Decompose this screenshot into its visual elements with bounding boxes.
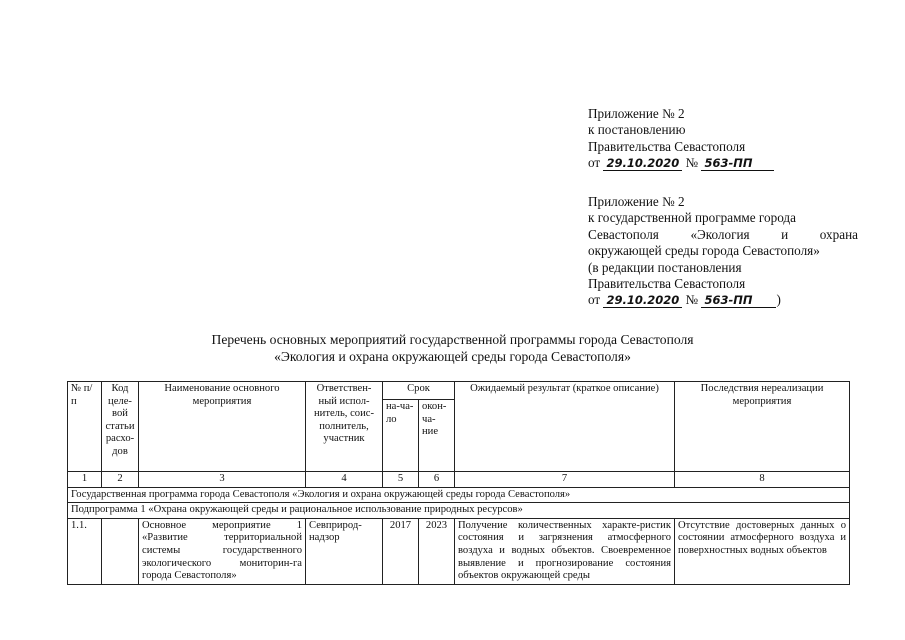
row-num: 1.1. <box>68 518 102 584</box>
appendix-decree-line3: Правительства Севастополя <box>588 138 746 154</box>
appendix-decree-line2: к постановлению <box>588 122 686 138</box>
program-title-cell: Государственная программа города Севастополя «Экология и охрана окружающей среды города Севастополя» <box>68 487 850 503</box>
header-start: на-ча-ло <box>383 400 419 472</box>
title-line2: «Экология и охрана окружающей среды города Севастополя» <box>274 349 631 364</box>
header-num: № п/п <box>68 382 102 472</box>
number-label: № <box>685 292 699 308</box>
row-result: Получение количественных характе-ристик состояния и загрязнения атмосферного воздуха и водных объектов. Своевременное выявление и прогнозирование состояния объектов окружающей среды <box>455 518 675 584</box>
header-code: Код целе-вой статьи расхо-дов <box>102 382 139 472</box>
col-number: 8 <box>675 472 850 488</box>
appendix-decree-block <box>588 106 868 172</box>
appendix-program-line4: окружающей среды города Севастополя» <box>588 243 820 259</box>
appendix-program-block <box>588 194 858 309</box>
handwritten-number: 563-ПП <box>701 294 776 308</box>
from-label: от <box>588 292 601 308</box>
row-code <box>102 518 139 584</box>
from-label: от <box>588 155 601 171</box>
header-name: Наименование основного мероприятия <box>139 382 306 472</box>
appendix-program-date-line <box>588 292 858 308</box>
header-term: Срок <box>383 382 455 400</box>
col-number: 3 <box>139 472 306 488</box>
table-header-row <box>68 382 850 400</box>
row-responsible: Севприрод-надзор <box>306 518 383 584</box>
appendix-program-line2: к государственной программе города <box>588 210 796 226</box>
appendix-decree-line1: Приложение № 2 <box>588 106 685 121</box>
row-consequences: Отсутствие достоверных данных о состоянии атмосферного воздуха и поверхностных водных объектов <box>675 518 850 584</box>
appendix-program-line5: (в редакции постановления <box>588 259 742 275</box>
col-number: 5 <box>383 472 419 488</box>
row-end: 2023 <box>419 518 455 584</box>
table-row <box>68 518 850 584</box>
title-line1: Перечень основных мероприятий государственной программы города Севастополя <box>211 332 694 347</box>
appendix-program-line6: Правительства Севастополя <box>588 276 746 292</box>
appendix-program-line3: Севастополя «Экология и охрана <box>588 226 858 242</box>
handwritten-date: 29.10.2020 <box>603 157 682 171</box>
header-end: окон-ча-ние <box>419 400 455 472</box>
col-number: 7 <box>455 472 675 488</box>
col-number: 1 <box>68 472 102 488</box>
column-numbers-row <box>68 472 850 488</box>
header-responsible: Ответствен-ный испол-нитель, соис-полнитель, участник <box>306 382 383 472</box>
row-start: 2017 <box>383 518 419 584</box>
document-title <box>90 331 815 365</box>
program-row <box>68 487 850 503</box>
subprogram-row <box>68 503 850 519</box>
subprogram-title-cell: Подпрограмма 1 «Охрана окружающей среды и рациональное использование природных ресурсов» <box>68 503 850 519</box>
col-number: 6 <box>419 472 455 488</box>
close-paren: ) <box>776 292 781 308</box>
appendix-decree-date-line <box>588 155 868 171</box>
header-result: Ожидаемый результат (краткое описание) <box>455 382 675 472</box>
header-consequences: Последствия нереализации мероприятия <box>675 382 850 472</box>
number-label: № <box>685 155 699 171</box>
measures-table <box>67 381 850 585</box>
col-number: 2 <box>102 472 139 488</box>
handwritten-date: 29.10.2020 <box>603 294 682 308</box>
row-name: Основное мероприятие 1 «Развитие территориальной системы государственного экологического мониторин-га города Севастополя» <box>139 518 306 584</box>
col-number: 4 <box>306 472 383 488</box>
handwritten-number: 563-ПП <box>701 157 774 171</box>
appendix-program-line1: Приложение № 2 <box>588 194 685 209</box>
